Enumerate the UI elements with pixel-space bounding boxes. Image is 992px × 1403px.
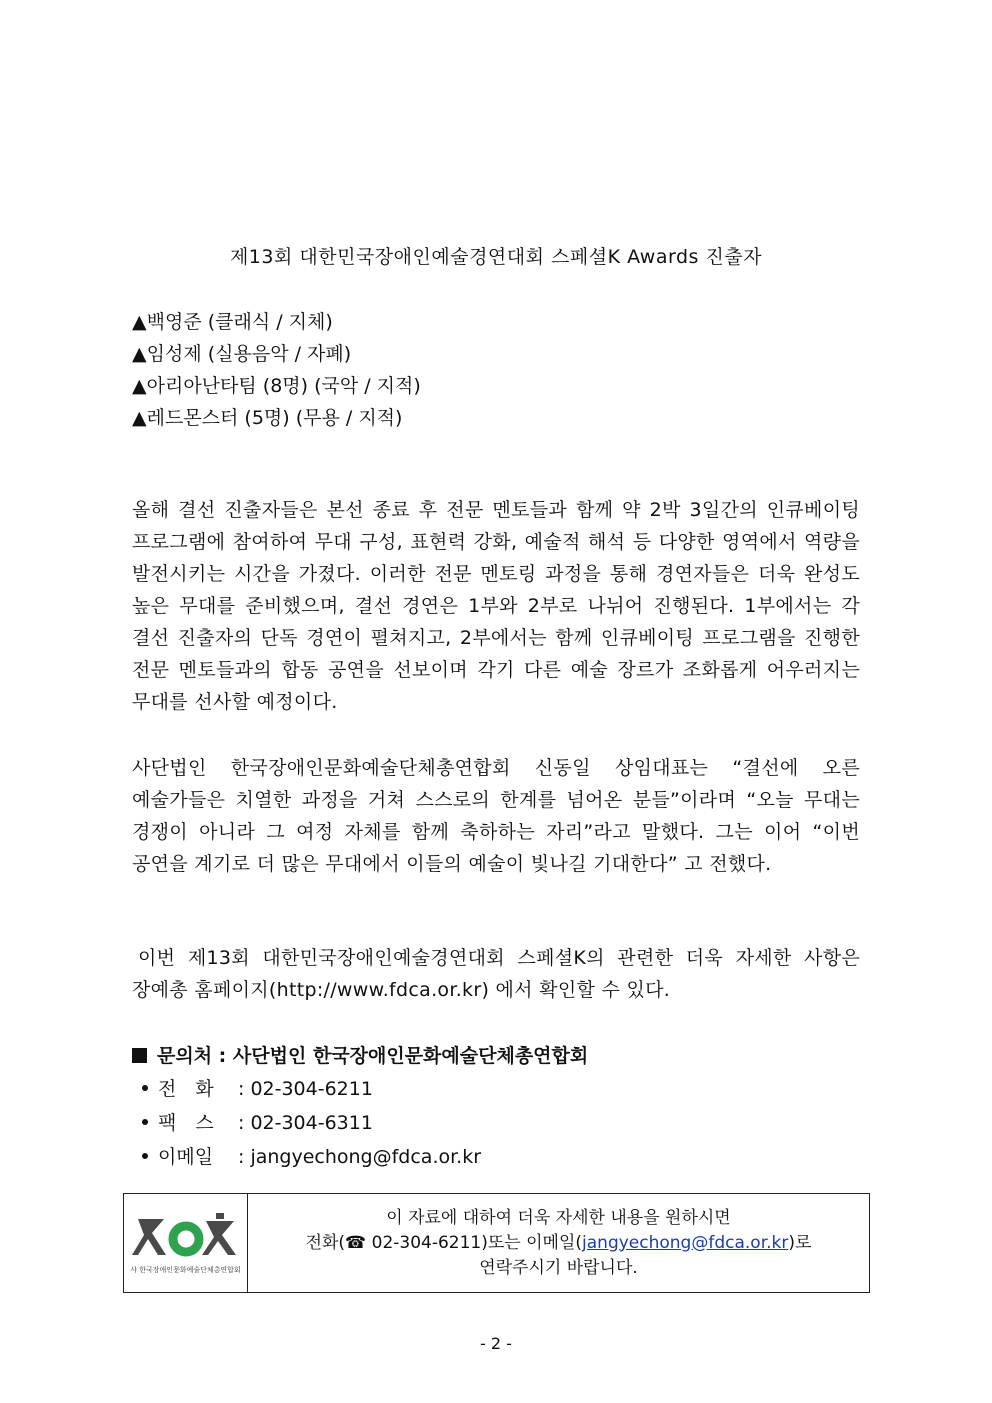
contact-fax xyxy=(132,1106,588,1140)
contact-value: : 02-304-6211 xyxy=(238,1078,373,1100)
footer-phone-text: 전화(☎ 02-304-6211)또는 이메일( xyxy=(305,1232,583,1253)
contact-label: 팩 스 xyxy=(158,1112,214,1134)
body-paragraph: 이번 제13회 대한민국장애인예술경연대회 스페셜K의 관련한 더욱 자세한 사항은 장예총 홈페이지(http://www.fdca.or.kr) 에서 확인할 수 있다. xyxy=(132,947,860,1001)
page-number: - 2 - xyxy=(480,1334,512,1353)
body-paragraph: 올해 결선 진출자들은 본선 종료 후 전문 멘토들과 함께 약 2박 3일간의 인큐베이팅 프로그램에 참여하여 무대 구성, 표현력 강화, 예술적 해석 등 다양한 영역에서 역량을 발전시키는 시간을 가졌다. 이러한 전문 멘토링 과정을 통해 경연자들은 더욱 완성도 높은 무대를 준비했으며, 결선 경연은 1부와 2부로 나뉘어 진행된다. 1부에서는 각 결선 진출자의 단독 경연이 펼쳐지고, 2부에서는 함께 인큐베이팅 프로그램을 진행한 전문 멘토들과의 합동 공연을 선보이며 각기 다른 예술 장르가 조화롭게 어우러지는 무대를 선사할 예정이다. xyxy=(132,499,860,713)
document-title: 제13회 대한민국장애인예술경연대회 스페셜K Awards 진출자 xyxy=(229,246,763,268)
finalist-item: ▲백영준 (클래식 / 지체) xyxy=(132,311,333,333)
bullet-icon xyxy=(142,1085,148,1091)
footer-suffix-text: )로 xyxy=(788,1232,812,1253)
footer-note xyxy=(248,1194,869,1292)
footer-line: 이 자료에 대하여 더욱 자세한 내용을 원하시면 xyxy=(386,1207,731,1228)
footer-notice-box xyxy=(123,1193,870,1293)
contact-value[interactable]: : jangyechong@fdca.or.kr xyxy=(238,1146,482,1168)
square-bullet-icon xyxy=(132,1048,147,1063)
logo-mark-icon xyxy=(132,1211,240,1263)
contact-heading-text: 문의처 : 사단법인 한국장애인문화예술단체총연합회 xyxy=(157,1045,589,1067)
finalist-item: ▲레드몬스터 (5명) (무용 / 지적) xyxy=(132,407,403,429)
contact-section xyxy=(132,1040,588,1174)
finalist-item: ▲임성제 (실용음악 / 자폐) xyxy=(132,343,352,365)
organization-logo xyxy=(124,1194,248,1292)
footer-line: 연락주시기 바랍니다. xyxy=(479,1257,638,1278)
footer-line xyxy=(306,1231,812,1256)
contact-value: : 02-304-6311 xyxy=(238,1112,373,1134)
body-paragraph: 사단법인 한국장애인문화예술단체총연합회 신동일 상임대표는 “결선에 오른 예술가들은 치열한 과정을 거쳐 스스로의 한계를 넘어온 분들”이라며 “오늘 무대는 경쟁이 아니라 그 여정 자체를 함께 축하하는 자리”라고 말했다. 그는 이어 “이번 공연을 계기로 더 많은 무대에서 이들의 예술이 빛나길 기대한다” 고 전했다. xyxy=(132,757,860,875)
contact-phone xyxy=(132,1072,588,1106)
finalist-list xyxy=(132,306,421,434)
contact-label: 이메일 xyxy=(158,1146,214,1168)
finalist-item: ▲아리아난타팀 (8명) (국악 / 지적) xyxy=(132,375,421,397)
contact-email xyxy=(132,1140,588,1174)
bullet-icon xyxy=(142,1153,148,1159)
logo-caption: 사 한국장애인문화예술단체총연합회 xyxy=(130,1266,241,1274)
contact-heading xyxy=(132,1040,588,1072)
email-link[interactable]: jangyechong@fdca.or.kr xyxy=(582,1232,789,1253)
bullet-icon xyxy=(142,1119,148,1125)
contact-label: 전 화 xyxy=(158,1078,214,1100)
